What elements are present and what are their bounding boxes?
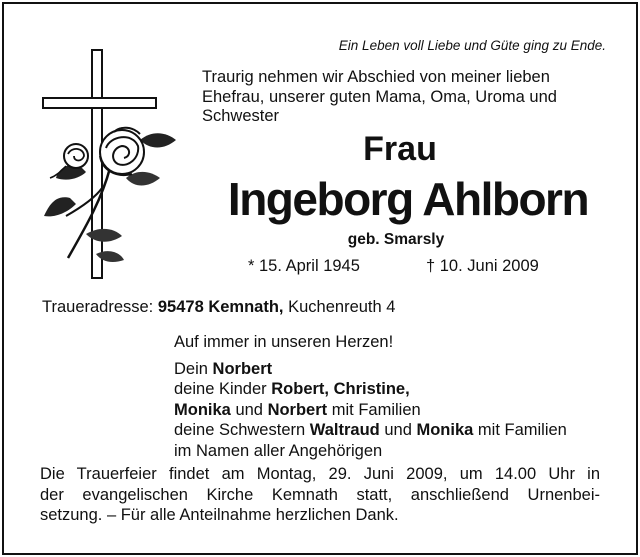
conjunction: und (235, 400, 263, 419)
address-label: Traueradresse: (42, 298, 154, 316)
intro-line: Ehefrau, unserer guten Mama, Oma, Uroma und (202, 87, 557, 106)
intro-line: Schwester (202, 107, 280, 125)
funeral-info (40, 464, 600, 526)
husband-prefix: Dein (174, 359, 208, 378)
families-note: mit Familien (331, 400, 421, 419)
funeral-line: Die Trauerfeier findet am Montag, 29. Juni 2009, um 14.00 Uhr in (40, 465, 600, 483)
sisters-prefix: deine Schwestern (174, 421, 306, 439)
intro-line: Traurig nehmen wir Abschied von meiner lieben (202, 68, 550, 86)
child-name: Norbert (267, 400, 328, 419)
sisters-line (174, 420, 567, 441)
address-postal-city: 95478 Kemnath, (157, 298, 284, 316)
motto-line: Ein Leben voll Liebe und Güte ging zu Ende. (338, 38, 606, 53)
husband-line (174, 359, 567, 380)
funeral-line: setzung. – Für alle Anteilnahme herzlichen Dank. (40, 506, 399, 524)
children-line-2 (174, 400, 567, 421)
closing-line: Auf immer in unseren Herzen! (174, 333, 394, 351)
funeral-line: der evangelischen Kirche Kemnath statt, anschließend Urnenbei- (40, 485, 600, 504)
birth-date: * 15. April 1945 (248, 257, 360, 275)
conjunction: und (384, 421, 412, 439)
deceased-name: Ingeborg Ahlborn (227, 173, 589, 225)
intro-text (202, 68, 557, 127)
child-name: Monika (174, 400, 231, 419)
children-names: Robert, Christine, (271, 380, 410, 398)
mourning-address (42, 298, 395, 317)
maiden-name: geb. Smarsly (347, 231, 445, 248)
sister-name: Monika (416, 421, 474, 439)
families-note: mit Familien (477, 421, 567, 439)
honorific-title: Frau (363, 130, 437, 168)
children-prefix: deine Kinder (174, 380, 267, 398)
relatives-line: im Namen aller Angehörigen (174, 441, 383, 460)
death-date: † 10. Juni 2009 (426, 257, 539, 275)
address-street: Kuchenreuth 4 (288, 298, 396, 316)
sister-name: Waltraud (309, 421, 380, 439)
husband-name: Norbert (212, 359, 273, 378)
mourners-block (174, 332, 567, 461)
children-line (174, 379, 567, 400)
